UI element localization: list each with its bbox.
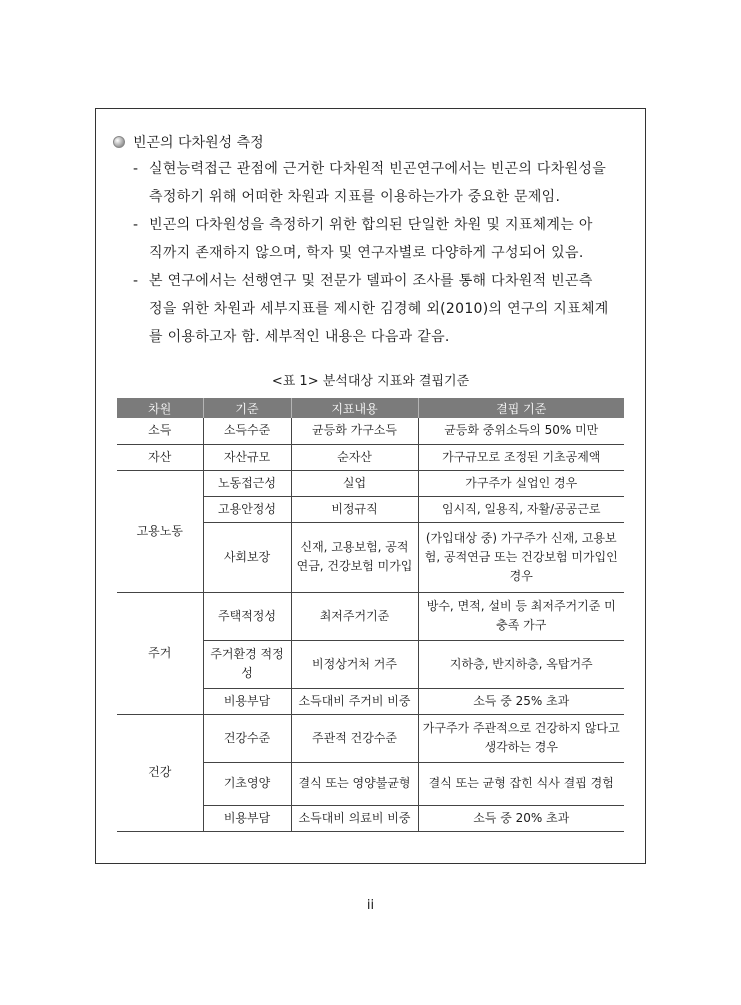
header-cell: 지표내용 [291, 398, 418, 418]
dimension-cell: 소득 [117, 418, 203, 444]
dimension-cell: 자산 [117, 444, 203, 470]
indicator-cell: 소득대비 의료비 비중 [291, 805, 418, 831]
dimension-cell: 건강 [117, 714, 203, 831]
header-cell: 차원 [117, 398, 203, 418]
header-cell: 기준 [203, 398, 291, 418]
deprivation-cell: 가구규모로 조정된 기초공제액 [418, 444, 624, 470]
criterion-cell: 주거환경 적정성 [203, 640, 291, 688]
page-number: ii [366, 898, 375, 913]
table-row [117, 470, 624, 496]
indicator-cell: 비정규직 [291, 496, 418, 522]
item-line: 빈곤의 다차원성을 측정하기 위한 합의된 단일한 차원 및 지표체계는 아 [149, 217, 593, 233]
item-line: 정을 위한 차원과 세부지표를 제시한 김경혜 외(2010)의 연구의 지표체계 [149, 301, 609, 317]
section-heading-text: 빈곤의 다차원성 측정 [133, 135, 264, 151]
item-line: 본 연구에서는 선행연구 및 전문가 델파이 조사를 통해 다차원적 빈곤측 [149, 273, 593, 289]
bullet-icon [113, 136, 125, 148]
criterion-cell: 비용부담 [203, 688, 291, 714]
indicator-cell: 실업 [291, 470, 418, 496]
indicator-table [117, 398, 624, 832]
table-row [117, 418, 624, 444]
indicator-cell: 최저주거기준 [291, 592, 418, 640]
deprivation-cell: 소득 중 25% 초과 [418, 688, 624, 714]
dash-marker: - [133, 217, 139, 233]
criterion-cell: 사회보장 [203, 522, 291, 592]
dimension-cell: 고용노동 [117, 470, 203, 592]
section-heading [113, 132, 264, 152]
criterion-cell: 소득수준 [203, 418, 291, 444]
table-row [117, 592, 624, 640]
deprivation-cell: 소득 중 20% 초과 [418, 805, 624, 831]
header-cell: 결핍 기준 [418, 398, 624, 418]
deprivation-cell: (가입대상 중) 가구주가 신재, 고용보험, 공적연금 또는 건강보험 미가입인 경우 [418, 522, 624, 592]
bullet-list [133, 155, 633, 351]
deprivation-cell: 지하층, 반지하층, 옥탑거주 [418, 640, 624, 688]
dash-marker: - [133, 273, 139, 289]
item-line: 실현능력접근 관점에 근거한 다차원적 빈곤연구에서는 빈곤의 다차원성을 [149, 161, 607, 177]
criterion-cell: 기초영양 [203, 762, 291, 805]
criterion-cell: 건강수준 [203, 714, 291, 762]
criterion-cell: 고용안정성 [203, 496, 291, 522]
item-line: 직까지 존재하지 않으며, 학자 및 연구자별로 다양하게 구성되어 있음. [149, 245, 584, 261]
criterion-cell: 비용부담 [203, 805, 291, 831]
deprivation-cell: 가구주가 주관적으로 건강하지 않다고 생각하는 경우 [418, 714, 624, 762]
indicator-cell: 비정상거처 거주 [291, 640, 418, 688]
deprivation-cell: 방수, 면적, 설비 등 최저주거기준 미충족 가구 [418, 592, 624, 640]
dash-marker: - [133, 161, 139, 177]
criterion-cell: 주택적정성 [203, 592, 291, 640]
criterion-cell: 자산규모 [203, 444, 291, 470]
deprivation-cell: 균등화 중위소득의 50% 미만 [418, 418, 624, 444]
indicator-cell: 균등화 가구소득 [291, 418, 418, 444]
list-item [133, 267, 633, 351]
deprivation-cell: 가구주가 실업인 경우 [418, 470, 624, 496]
table-row [117, 444, 624, 470]
item-line: 를 이용하고자 함. 세부적인 내용은 다음과 같음. [149, 329, 450, 345]
indicator-cell: 결식 또는 영양불균형 [291, 762, 418, 805]
indicator-cell: 소득대비 주거비 비중 [291, 688, 418, 714]
list-item [133, 155, 633, 211]
table-caption: <표 1> 분석대상 지표와 결핍기준 [271, 374, 470, 389]
indicator-cell: 주관적 건강수준 [291, 714, 418, 762]
item-line: 측정하기 위해 어떠한 차원과 지표를 이용하는가가 중요한 문제임. [149, 189, 561, 205]
list-item [133, 211, 633, 267]
table-header-row [117, 398, 624, 418]
table-row [117, 714, 624, 762]
deprivation-cell: 결식 또는 균형 잡힌 식사 결핍 경험 [418, 762, 624, 805]
criterion-cell: 노동접근성 [203, 470, 291, 496]
dimension-cell: 주거 [117, 592, 203, 714]
deprivation-cell: 임시직, 일용직, 자활/공공근로 [418, 496, 624, 522]
indicator-cell: 신재, 고용보험, 공적연금, 건강보험 미가입 [291, 522, 418, 592]
indicator-cell: 순자산 [291, 444, 418, 470]
